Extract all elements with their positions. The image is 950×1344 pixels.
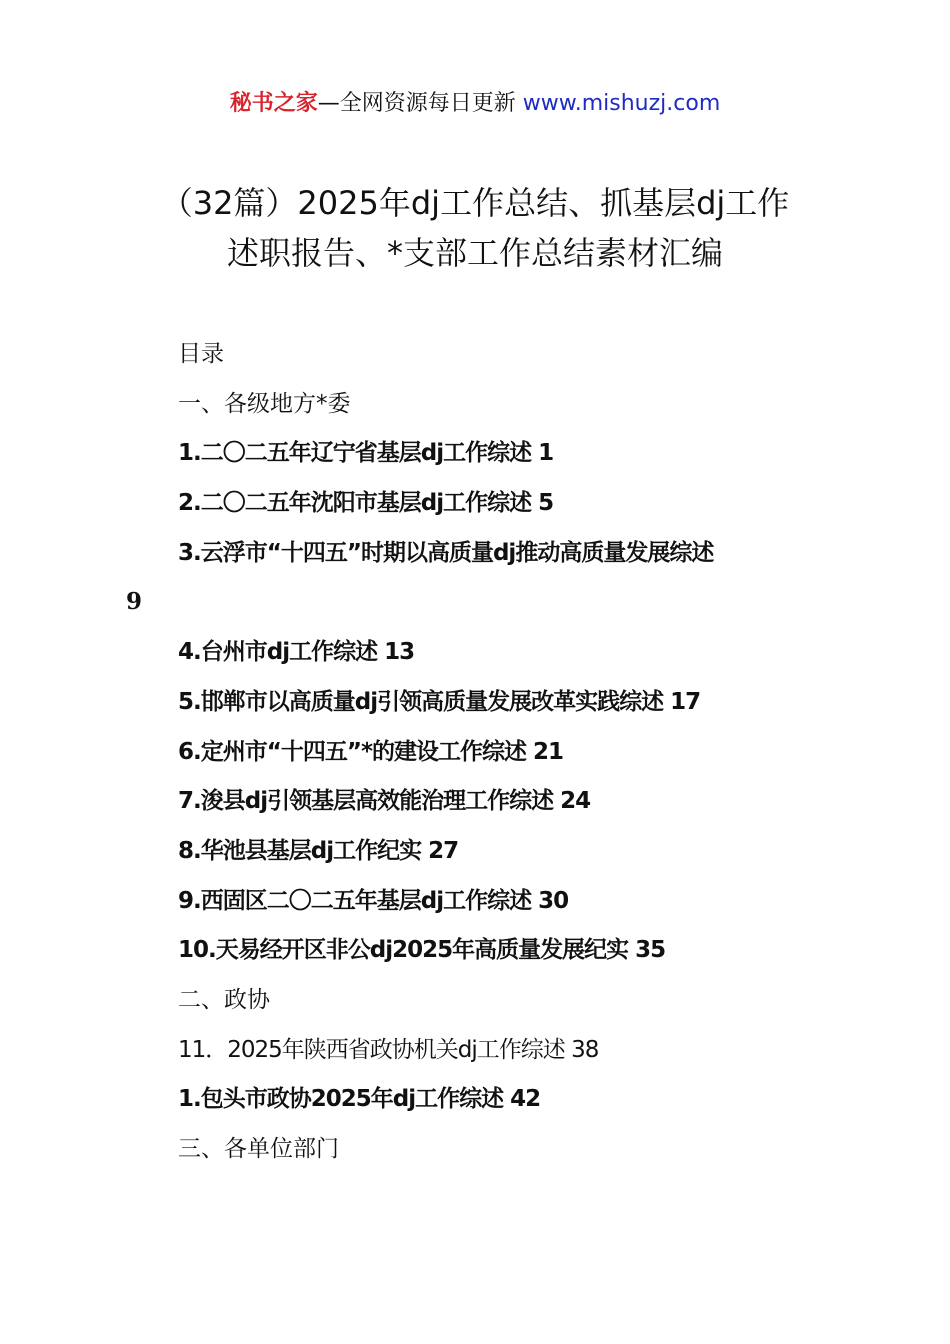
- toc-heading-row: [0, 336, 950, 386]
- toc-entry-text[interactable]: 3.云浮市“十四五”时期以高质量dj推动高质量发展综述: [178, 539, 714, 566]
- table-of-contents: [0, 336, 950, 1181]
- toc-entry-text[interactable]: 10.天易经开区非公dj2025年高质量发展纪实 35: [178, 937, 666, 964]
- toc-entry[interactable]: [0, 1032, 950, 1082]
- toc-entry[interactable]: [0, 783, 950, 833]
- toc-entry-text[interactable]: 9.西固区二〇二五年基层dj工作综述 30: [178, 887, 569, 914]
- toc-section-title: 二、政协: [178, 986, 270, 1013]
- toc-entry-text[interactable]: 2.二〇二五年沈阳市基层dj工作综述 5: [178, 490, 554, 517]
- toc-entry-text[interactable]: 1.二〇二五年辽宁省基层dj工作综述 1: [178, 440, 554, 467]
- toc-section-title: 一、各级地方*委: [178, 390, 351, 417]
- title-line-2: 述职报告、*支部工作总结素材汇编: [226, 234, 723, 272]
- toc-entry-text[interactable]: 5.邯郸市以高质量dj引领高质量发展改革实践综述 17: [178, 688, 701, 715]
- toc-entry-text[interactable]: 11．2025年陕西省政协机关dj工作综述 38: [178, 1036, 599, 1063]
- toc-entry[interactable]: [0, 1081, 950, 1131]
- toc-entry-text[interactable]: 6.定州市“十四五”*的建设工作综述 21: [178, 738, 564, 765]
- toc-entry[interactable]: [0, 734, 950, 784]
- document-title: [100, 178, 850, 278]
- toc-entry[interactable]: [0, 634, 950, 684]
- toc-section-row: [0, 386, 950, 436]
- toc-entry-text[interactable]: 7.浚县dj引领基层高效能治理工作综述 24: [178, 788, 591, 815]
- site-url-link[interactable]: www.mishuzj.com: [522, 91, 721, 116]
- toc-section-title: 三、各单位部门: [178, 1136, 339, 1162]
- toc-entry-text[interactable]: 1.包头市政协2025年dj工作综述 42: [178, 1086, 541, 1113]
- toc-section-row: [0, 982, 950, 1032]
- toc-section-row: [0, 1131, 950, 1181]
- toc-entry[interactable]: [0, 883, 950, 933]
- toc-heading: 目录: [178, 341, 224, 367]
- title-line-1: （32篇）2025年dj工作总结、抓基层dj工作: [160, 184, 790, 222]
- toc-entry-page-number[interactable]: 9: [126, 588, 143, 616]
- site-header: [0, 88, 950, 120]
- toc-entry-text[interactable]: 4.台州市dj工作综述 13: [178, 639, 415, 666]
- toc-entry-text[interactable]: 8.华池县基层dj工作纪实 27: [178, 837, 459, 864]
- site-slogan: —全网资源每日更新: [317, 91, 516, 116]
- site-name: 秘书之家: [229, 91, 318, 116]
- toc-entry[interactable]: [0, 833, 950, 883]
- toc-entry[interactable]: [0, 684, 950, 734]
- toc-entry[interactable]: [0, 435, 950, 485]
- toc-entry[interactable]: [0, 535, 950, 585]
- toc-entry-page-wrap-row: [0, 584, 950, 634]
- toc-entry[interactable]: [0, 485, 950, 535]
- toc-entry[interactable]: [0, 932, 950, 982]
